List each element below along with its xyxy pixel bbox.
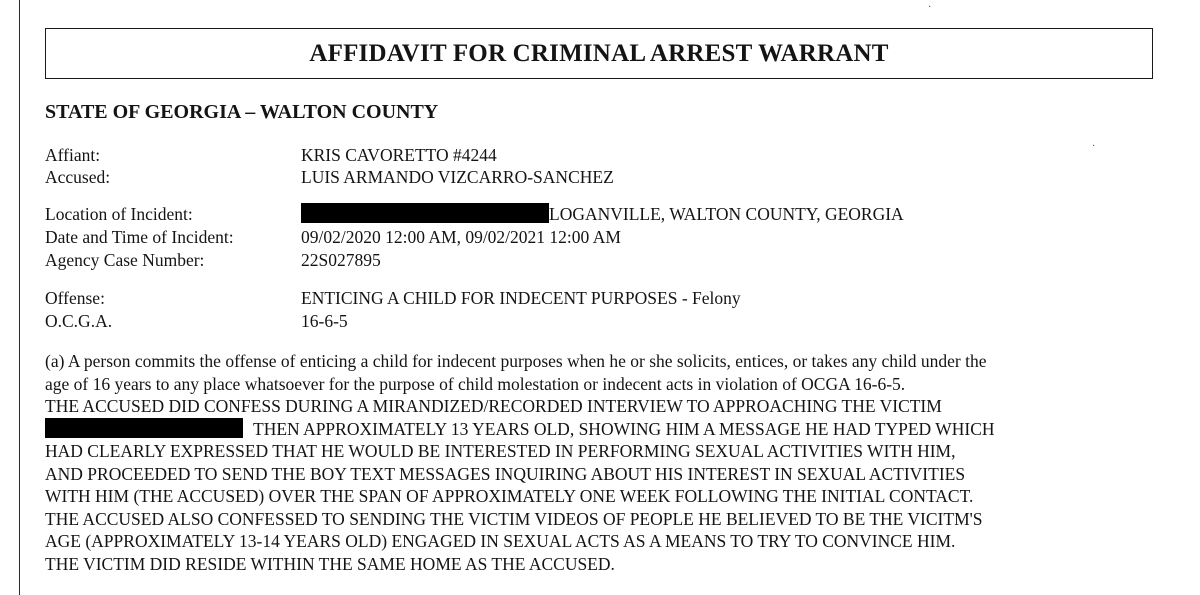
affiant-label: Affiant: [45, 145, 101, 165]
redaction-bar [301, 203, 549, 223]
narrative-line-redacted [45, 418, 1160, 441]
accused-value: LUIS ARMANDO VIZCARRO-SANCHEZ [301, 167, 614, 187]
narrative-line: (a) A person commits the offense of enticing a child for indecent purposes when he or she solicits, entices, or takes any child under the [45, 351, 987, 371]
location-value: LOGANVILLE, WALTON COUNTY, GEORGIA [549, 204, 904, 224]
accused-label: Accused: [45, 167, 111, 187]
datetime-label: Date and Time of Incident: [45, 227, 234, 247]
offense-label: Offense: [45, 288, 105, 308]
narrative-line: THE VICTIM DID RESIDE WITHIN THE SAME HOME AS THE ACCUSED. [45, 553, 615, 574]
narrative-line: age of 16 years to any place whatsoever for the purpose of child molestation or indecent acts in violation of OCGA 16-6-5. [45, 373, 906, 394]
case-number-label: Agency Case Number: [45, 250, 205, 270]
narrative-line: THE ACCUSED DID CONFESS DURING A MIRANDIZED/RECORDED INTERVIEW TO APPROACHING THE VICTIM [45, 396, 942, 416]
document-title: AFFIDAVIT FOR CRIMINAL ARREST WARRANT [309, 39, 889, 67]
narrative-line-text: THEN APPROXIMATELY 13 YEARS OLD, SHOWING HIM A MESSAGE HE HAD TYPED WHICH [253, 418, 995, 439]
page-edge-line [19, 0, 20, 595]
title-box [45, 28, 1153, 79]
narrative-line: THE ACCUSED ALSO CONFESSED TO SENDING THE VICTIM VIDEOS OF PEOPLE HE BELIEVED TO BE THE VICITM'S [45, 508, 983, 529]
narrative [45, 350, 1160, 575]
jurisdiction-heading: STATE OF GEORGIA – WALTON COUNTY [45, 101, 439, 123]
ocga-label: O.C.G.A. [45, 311, 113, 331]
scan-speck: · [928, 2, 932, 13]
narrative-line: AND PROCEEDED TO SEND THE BOY TEXT MESSAGES INQUIRING ABOUT HIS INTEREST IN SEXUAL ACTIVITIES [45, 463, 966, 484]
scan-speck: · [1092, 141, 1096, 152]
affiant-value: KRIS CAVORETTO #4244 [301, 145, 497, 165]
narrative-line: HAD CLEARLY EXPRESSED THAT HE WOULD BE INTERESTED IN PERFORMING SEXUAL ACTIVITIES WITH HIM, [45, 441, 956, 461]
offense-value: ENTICING A CHILD FOR INDECENT PURPOSES - Felony [301, 288, 741, 308]
narrative-line: AGE (APPROXIMATELY 13-14 YEARS OLD) ENGAGED IN SEXUAL ACTS AS A MEANS TO TRY TO CONVINCE HIM. [45, 531, 956, 551]
narrative-line: WITH HIM (THE ACCUSED) OVER THE SPAN OF APPROXIMATELY ONE WEEK FOLLOWING THE INITIAL CONTACT. [45, 486, 974, 506]
case-number-value: 22S027895 [301, 250, 381, 270]
redaction-bar [45, 418, 243, 438]
location-label: Location of Incident: [45, 204, 193, 224]
ocga-value: 16-6-5 [301, 311, 348, 331]
datetime-value: 09/02/2020 12:00 AM, 09/02/2021 12:00 AM [301, 227, 621, 247]
location-value-wrap [301, 203, 904, 225]
